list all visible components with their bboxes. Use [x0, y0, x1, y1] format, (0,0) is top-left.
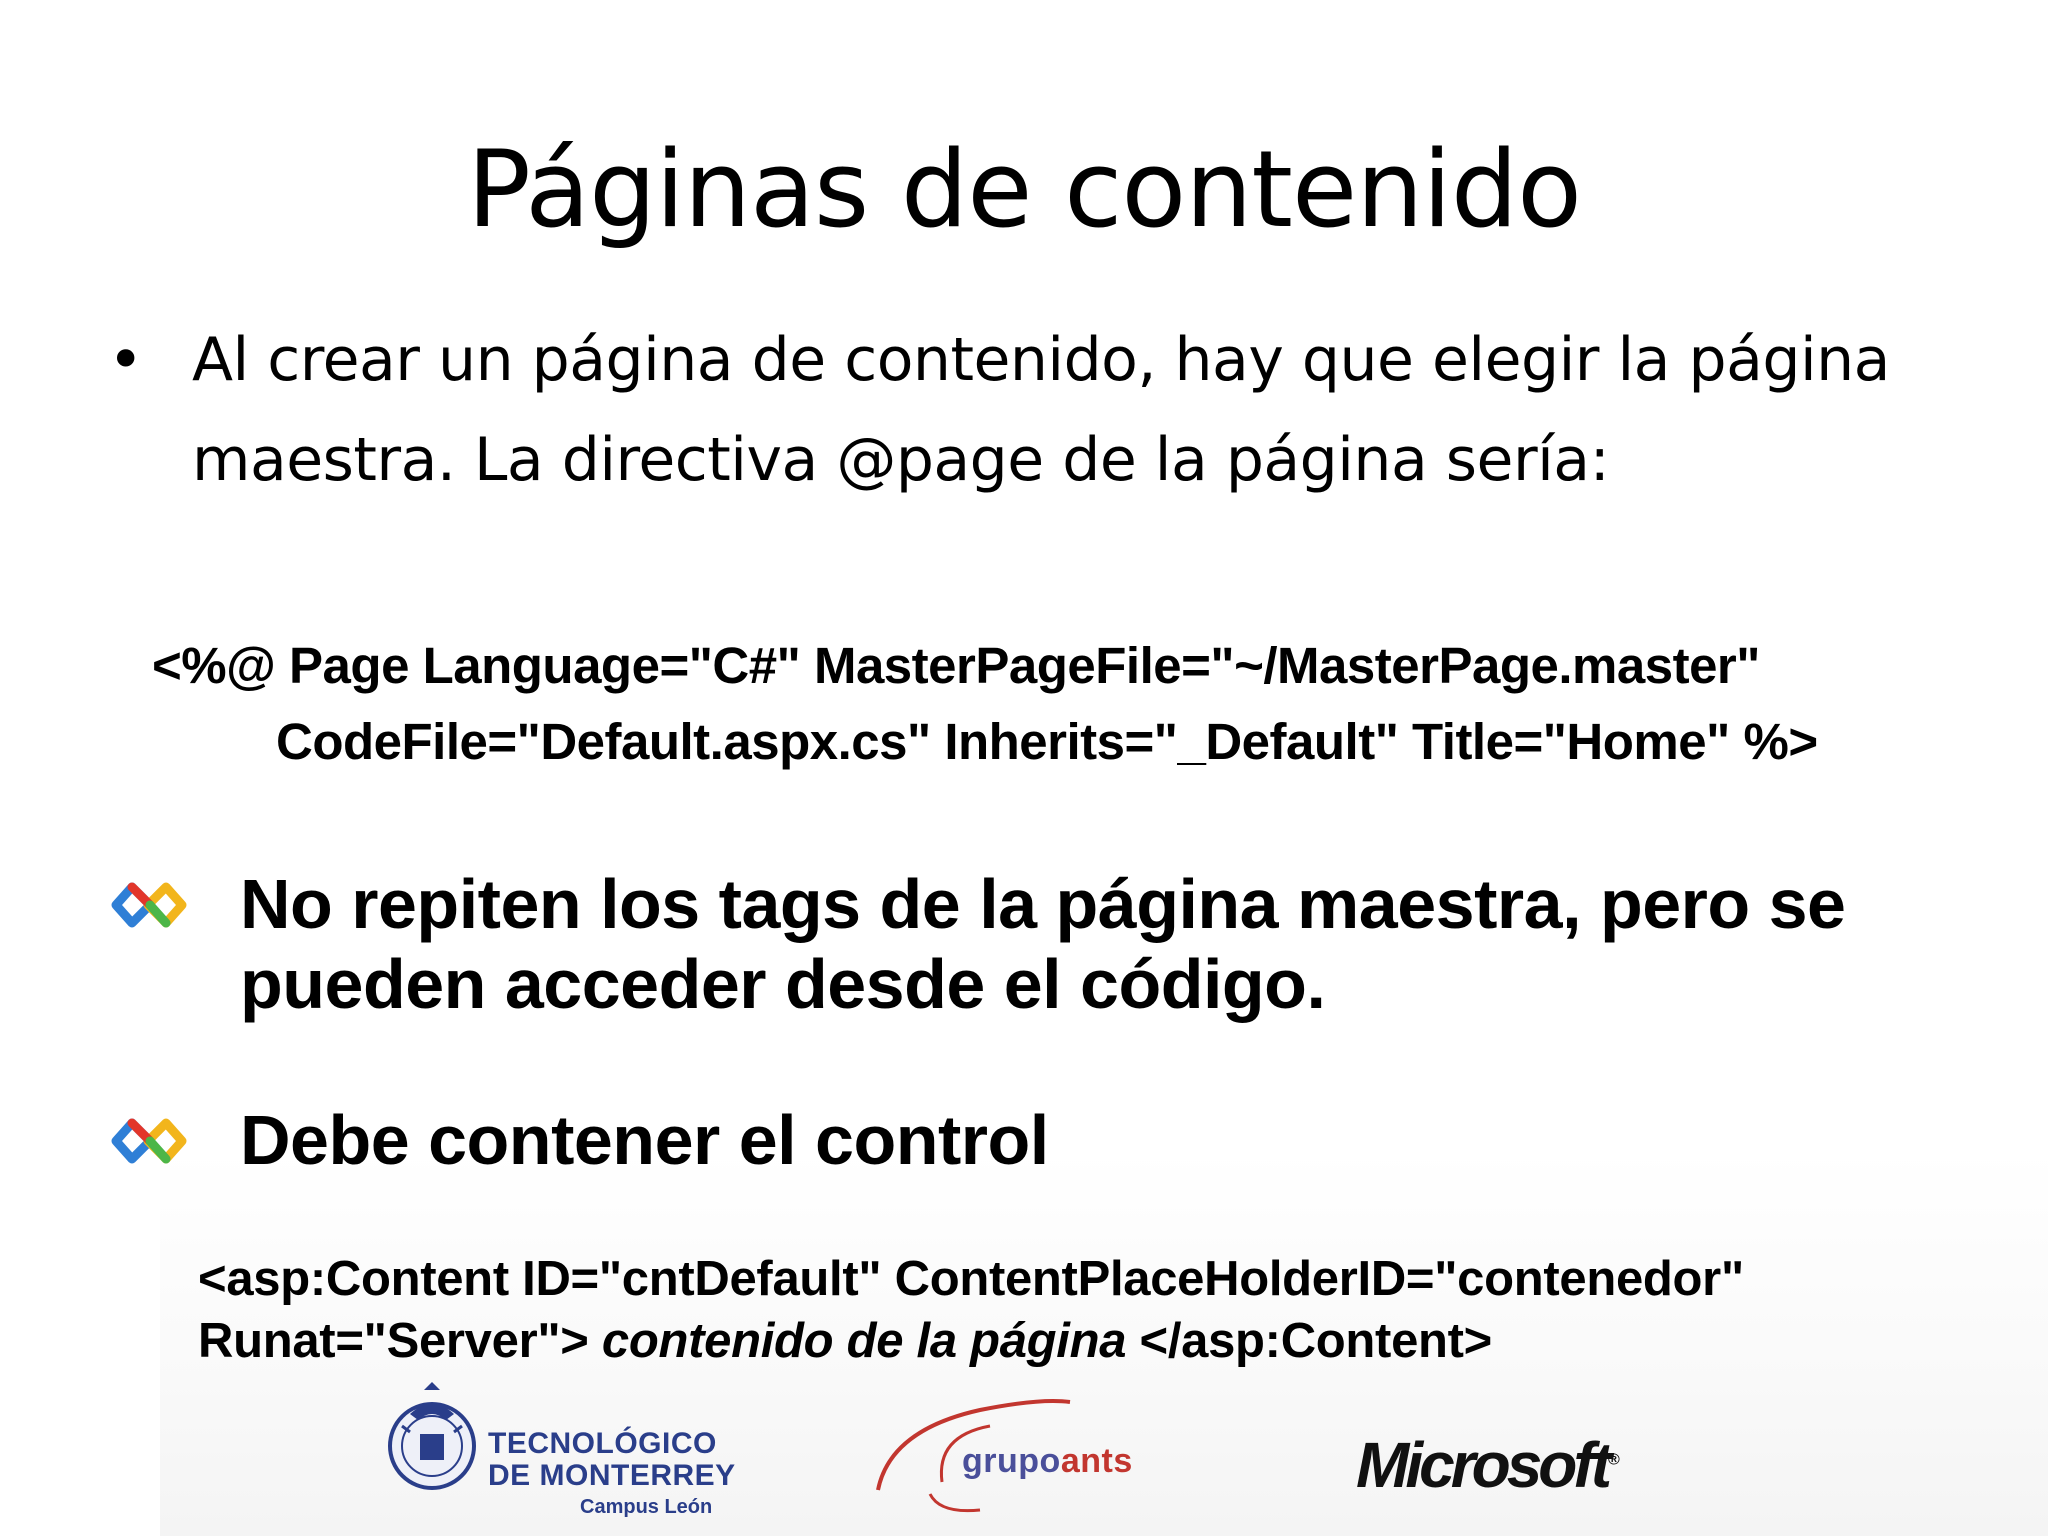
bullet-item-intro: [108, 310, 2028, 510]
registered-mark: ®: [1608, 1451, 1620, 1469]
tec-seal-icon: [380, 1380, 484, 1500]
microsoft-wordmark: Microsoft: [1356, 1429, 1608, 1501]
code-italic-text: contenido de la página: [601, 1314, 1127, 1368]
wordmark-part1: grupo: [962, 1442, 1061, 1480]
page-directive-code: [152, 628, 2032, 780]
tec-name: [488, 1428, 736, 1492]
microsoft-logo: [1356, 1428, 1620, 1502]
code-suffix: </asp:Content>: [1126, 1314, 1492, 1368]
code-line-2: CodeFile="Default.aspx.cs" Inherits="_Default" Title="Home" %>: [276, 713, 1818, 770]
grupoants-logo: [870, 1390, 1170, 1520]
code-line-2: [198, 1310, 2038, 1372]
tec-monterrey-logo: [380, 1372, 740, 1528]
grupoants-wordmark: [962, 1442, 1133, 1481]
tec-name-line1: TECNOLÓGICO: [488, 1427, 717, 1460]
wordmark-part2: ants: [1060, 1442, 1133, 1480]
colorful-knot-icon: [110, 878, 188, 932]
code-prefix: Runat="Server">: [198, 1314, 602, 1368]
bullet-text: Al crear un página de contenido, hay que elegir la página maestra. La directiva @page de la página sería:: [192, 325, 1890, 495]
slide-title: Páginas de contenido: [467, 128, 1581, 251]
tec-campus: Campus León: [580, 1496, 713, 1518]
code-line-1: <asp:Content ID="cntDefault" ContentPlaceHolderID="contenedor": [198, 1252, 1744, 1306]
bullet-dot-icon: •: [108, 325, 144, 395]
bullet-item-tags: No repiten los tags de la página maestra, pero se pueden acceder desde el código.: [240, 865, 1846, 1023]
code-line-1: <%@ Page Language="C#" MasterPageFile="~/MasterPage.master": [152, 637, 1760, 694]
colorful-knot-icon: [110, 1114, 188, 1168]
content-control-code: [198, 1248, 2038, 1372]
tec-name-line2: DE MONTERREY: [488, 1459, 736, 1492]
bullet-item-control: Debe contener el control: [240, 1101, 1049, 1179]
